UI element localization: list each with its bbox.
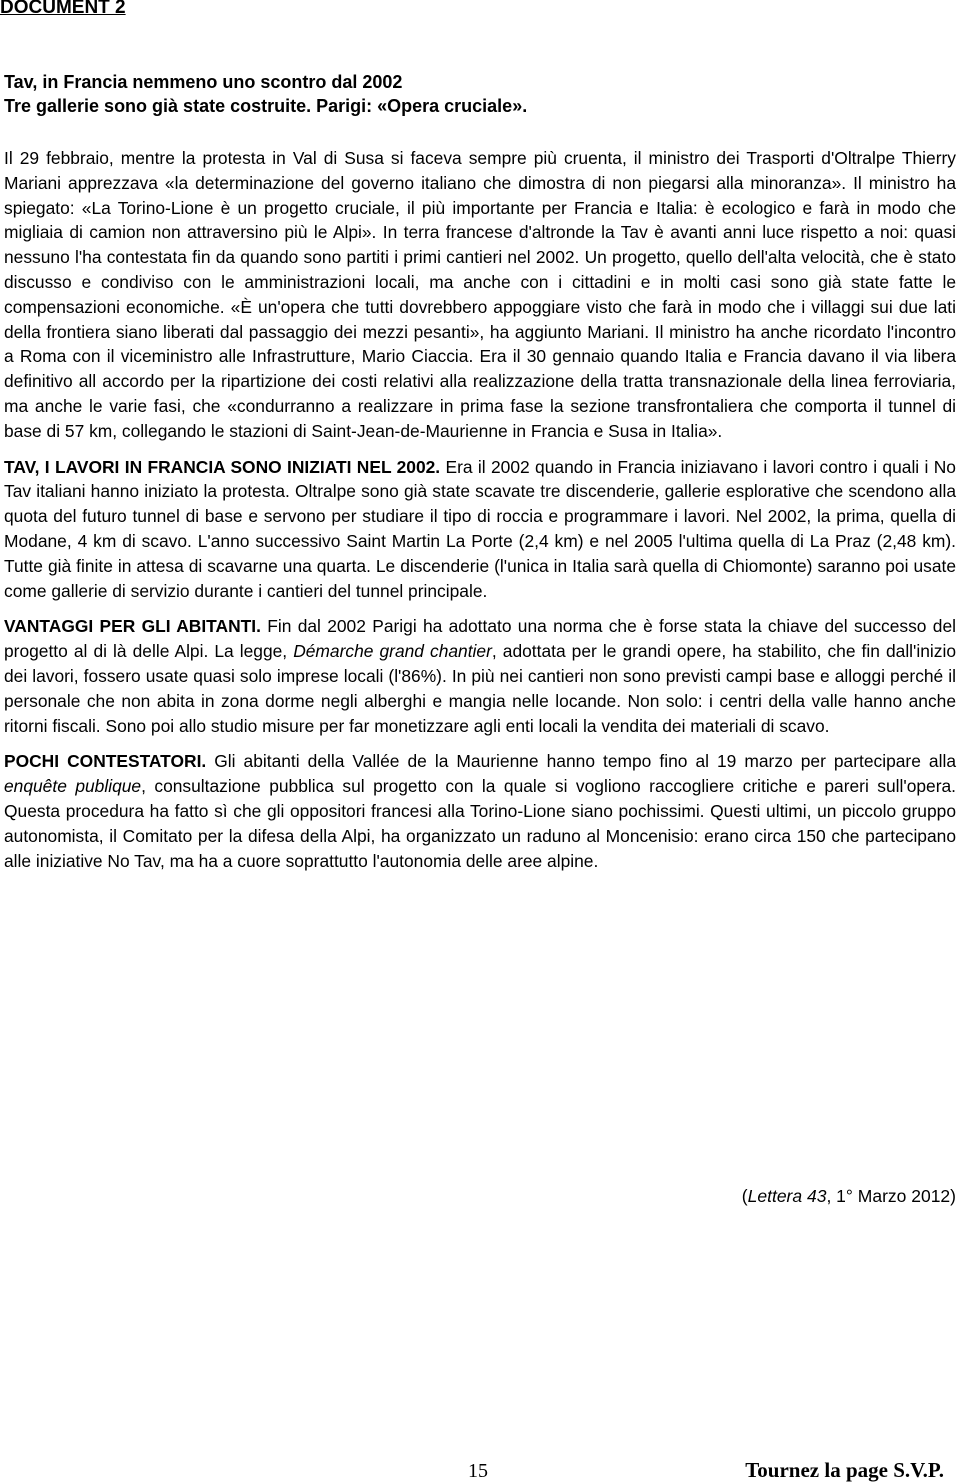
page-number: 15 (468, 1460, 488, 1482)
headline-line-2: Tre gallerie sono già state costruite. Parigi: «Opera cruciale». (4, 96, 528, 116)
paragraph-text: , adottata per le grandi opere, ha stabilito, che fin dall'inizio dei lavori, fossero usate quasi solo imprese locali (l'86%). In più nei cantieri non sono previsti campi base e alloggi perché il personale che non abita in zona dorme negli alberghi e mangia nelle locande. Non solo: i centri della valle hanno anche ritorni fiscali. Sono poi allo studio misure per far monetizzare agli enti locali la vendita dei materiali di scavo. (4, 641, 956, 736)
paragraph-text: , consultazione pubblica sul progetto con la quale si vogliono raccogliere critiche e pareri sull'opera. Questa procedura ha fatto sì che gli oppositori francesi alla Torino-Lione siano pochissimi. Questi ultimi, un piccolo gruppo autonomista, il Comitato per la difesa della Alpi, ha organizzato un raduno al Moncenisio: erano circa 150 che partecipano alle iniziative No Tav, ma ha a cuore soprattutto l'autonomia delle aree alpine. (4, 776, 957, 871)
paragraph-text: Fin dal 2002 Parigi ha adottato una norma che è forse stata la chiave del successo del progetto al di là delle Alpi. La legge, (4, 616, 956, 662)
section-heading-vantaggi: VANTAGGI PER GLI ABITANTI. (4, 616, 261, 637)
paragraph-text: Era il 2002 quando in Francia iniziavano i lavori contro i quali i No Tav italiani hanno iniziato la protesta. Oltralpe sono già state scavate tre discenderie, gallerie esplorative che scendono alla quota del futuro tunnel di base e servono per studiare il tipo di roccia e programmare i lavori. Nel 2002, la prima, quella di Modane, 4 km di scavo. L'anno successivo Saint Martin La Porte (2,4 km) e nel 2005 l'ultima quella di La Praz (2,48 km). Tutte già finite in attesa di scavarne una quarta. Le discenderie (l'unica in Italia sarà quella di Chiomonte) saranno poi usate come gallerie di servizio durante i cantieri del tunnel principale. (4, 456, 956, 601)
paragraph-text: Gli abitanti della Vallée de la Maurienne hanno tempo fino al 19 marzo per partecipare alla (214, 751, 956, 772)
turn-page-note: Tournez la page S.V.P. (745, 1458, 944, 1482)
paragraph-text: Il 29 febbraio, mentre la protesta in Val di Susa si faceva sempre più cruenta, il ministro dei Trasporti d'Oltralpe Thierry Mariani apprezzava «la determinazione del governo italiano che dimostra di non piegarsi alla minoranza». Il ministro ha spiegato: «La Torino-Lione è un progetto cruciale, il più importante per Francia e Italia: è ecologico e farà in modo che migliaia di camion non attraversino più le Alpi». In terra francese d'altronde la Tav è avanti anni luce rispetto a noi: quasi nessuno l'ha contestata fin da quando sono partiti i primi cantieri nel 2002. Un progetto, quello dell'alta velocità, che è stato discusso e condiviso con le amministrazioni locali, ma anche con i cittadini e in molti casi sono già state fatte le compensazioni economiche. «È un'opera che tutti dovrebbero appoggiare visto che farà in modo che i villaggi sui due lati della frontiera siano liberati dal passaggio dei mezzi pesanti», ha aggiunto Mariani. Il ministro ha anche ricordato l'incontro a Roma con il viceministro alle Infrastrutture, Mario Ciaccia. Era il 30 gennaio quando Italia e Francia davano il via libera definitivo all accordo per la ripartizione dei costi relativi alla realizzazione della tratta transnazionale della linea ferroviaria, ma anche le varie fasi, che «condurranno a realizzare in prima fase la sezione transfrontaliera che comporta il tunnel di base di 57 km, collegando le stazioni di Saint-Jean-de-Maurienne in Francia e Susa in Italia». (4, 148, 956, 441)
paragraph-lavori (4, 455, 956, 604)
headline-line-1: Tav, in Francia nemmeno uno scontro dal 2002 (4, 72, 403, 92)
procedure-name: enquête publique (4, 776, 142, 797)
paragraph-intro (4, 146, 956, 444)
section-heading-lavori: TAV, I LAVORI IN FRANCIA SONO INIZIATI NEL 2002. (4, 456, 441, 477)
paragraph-vantaggi (4, 614, 956, 738)
article-body (4, 146, 956, 873)
article-headline (4, 70, 954, 118)
section-heading-contestatori: POCHI CONTESTATORI. (4, 751, 207, 772)
law-name: Démarche grand chantier (293, 641, 492, 662)
paragraph-contestatori (4, 749, 956, 873)
document-label: DOCUMENT 2 (0, 0, 126, 18)
source-publication: Lettera 43 (747, 1186, 827, 1206)
article-source: (Lettera 43, 1° Marzo 2012) (741, 1186, 956, 1206)
